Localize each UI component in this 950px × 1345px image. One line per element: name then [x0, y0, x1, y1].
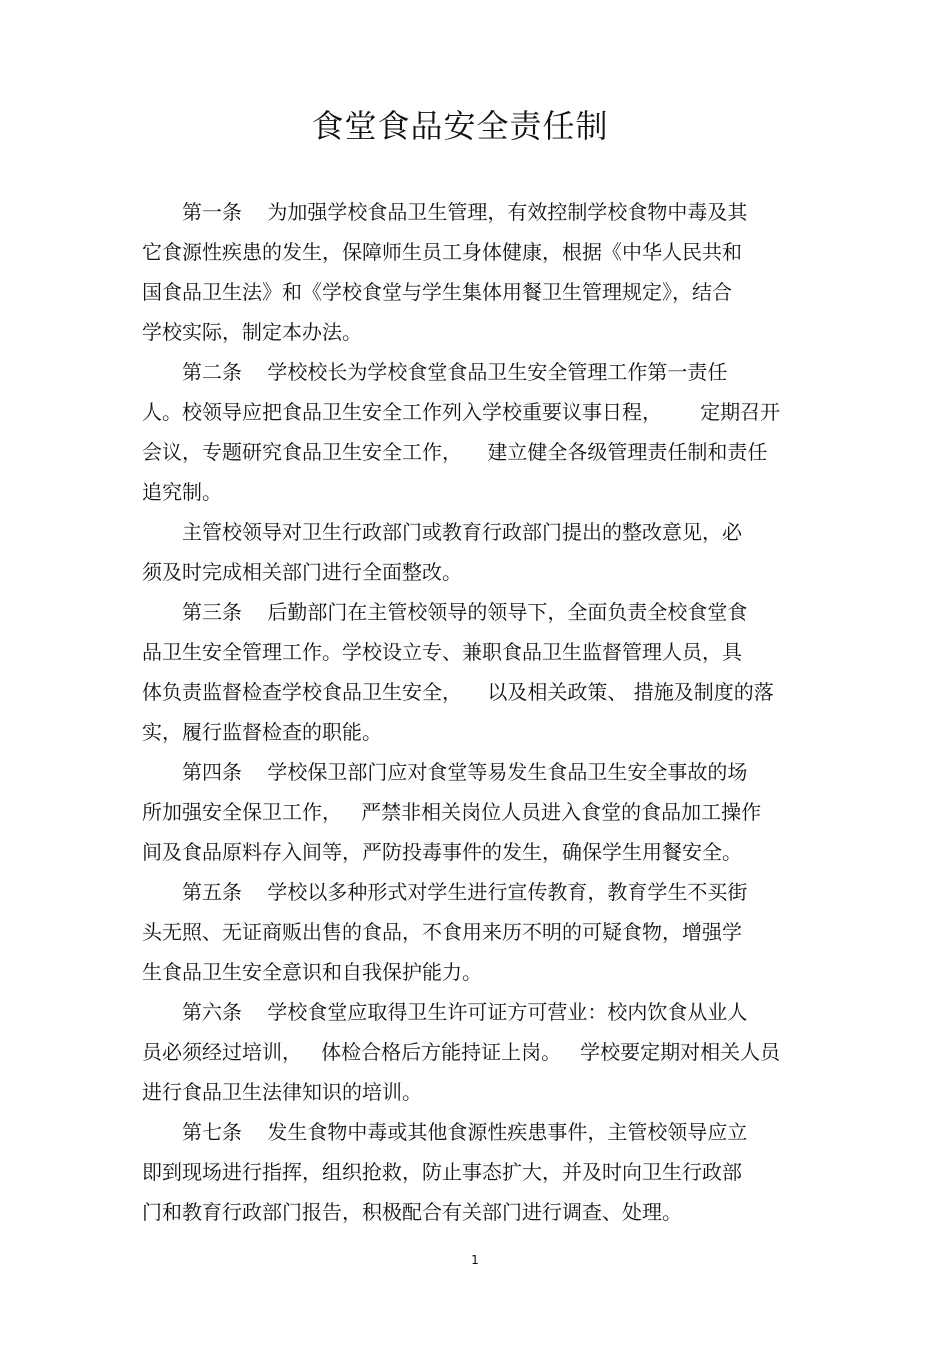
text-line: 即到现场进行指挥，组织抢救，防止事态扩大，并及时向卫生行政部: [142, 1160, 742, 1184]
text-line: 第三条 后勤部门在主管校领导的领导下，全面负责全校食堂食: [182, 600, 748, 624]
document-title: 食堂食品安全责任制: [311, 107, 609, 145]
text-line: 体负责监督检查学校食品卫生安全， 以及相关政策、 措施及制度的落: [142, 680, 774, 704]
text-line: 实，履行监督检查的职能。: [142, 720, 382, 744]
text-line: 员必须经过培训， 体检合格后方能持证上岗。 学校要定期对相关人员: [142, 1040, 781, 1064]
text-line: 须及时完成相关部门进行全面整改。: [142, 560, 462, 584]
page-number: 1: [471, 1253, 479, 1267]
text-line: 国食品卫生法》和《学校食堂与学生集体用餐卫生管理规定》，结合: [142, 280, 732, 304]
text-line: 会议，专题研究食品卫生安全工作， 建立健全各级管理责任制和责任: [142, 440, 768, 464]
text-line: 第一条 为加强学校食品卫生管理，有效控制学校食物中毒及其: [182, 200, 748, 224]
text-line: 第二条 学校校长为学校食堂食品卫生安全管理工作第一责任: [182, 360, 728, 384]
text-line: 第六条 学校食堂应取得卫生许可证方可营业：校内饮食从业人: [182, 1000, 748, 1024]
text-line: 第四条 学校保卫部门应对食堂等易发生食品卫生安全事故的场: [182, 760, 748, 784]
document-body: [142, 192, 822, 1232]
text-line: 所加强安全保卫工作， 严禁非相关岗位人员进入食堂的食品加工操作: [142, 800, 762, 824]
text-line: 它食源性疾患的发生，保障师生员工身体健康，根据《中华人民共和: [142, 240, 742, 264]
text-line: 人。校领导应把食品卫生安全工作列入学校重要议事日程， 定期召开: [142, 400, 781, 424]
text-line: 学校实际，制定本办法。: [142, 320, 362, 344]
text-line: 进行食品卫生法律知识的培训。: [142, 1080, 422, 1104]
text-line: 品卫生安全管理工作。学校设立专、兼职食品卫生监督管理人员，具: [142, 640, 742, 664]
text-line: 门和教育行政部门报告，积极配合有关部门进行调查、处理。: [142, 1200, 682, 1224]
text-line: 间及食品原料存入间等，严防投毒事件的发生，确保学生用餐安全。: [142, 840, 742, 864]
text-line: 主管校领导对卫生行政部门或教育行政部门提出的整改意见，必: [182, 520, 742, 544]
text-line: 生食品卫生安全意识和自我保护能力。: [142, 960, 482, 984]
text-line: 第七条 发生食物中毒或其他食源性疾患事件，主管校领导应立: [182, 1120, 748, 1144]
text-line: 第五条 学校以多种形式对学生进行宣传教育，教育学生不买街: [182, 880, 748, 904]
text-line: 头无照、无证商贩出售的食品，不食用来历不明的可疑食物，增强学: [142, 920, 742, 944]
text-line: 追究制。: [142, 480, 222, 504]
